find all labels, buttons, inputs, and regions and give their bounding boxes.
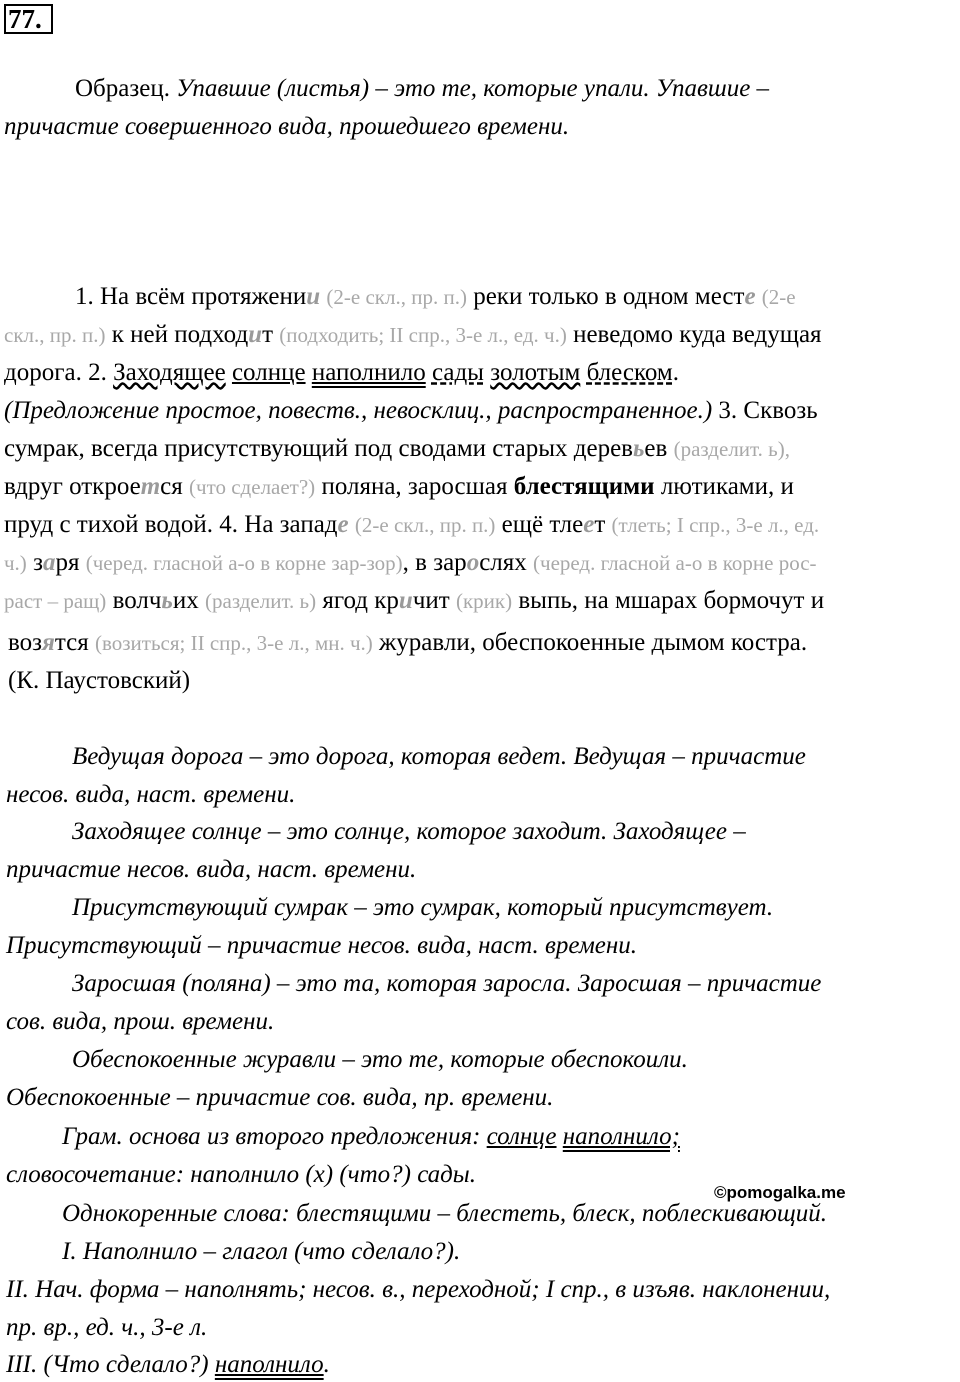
text-fragment: реки только в одном мест — [473, 283, 745, 310]
grammar-note: (разделит. ь) — [205, 589, 317, 613]
morph-line-4 — [6, 1350, 330, 1380]
grammar-basis-line — [62, 1122, 680, 1152]
morph-line-1: I. Наполнило – глагол (что сделало?). — [62, 1238, 461, 1265]
text-fragment: ягод кр — [322, 587, 399, 614]
text-fragment: ещё тле — [501, 511, 584, 538]
text-fragment: их — [172, 587, 199, 614]
text-fragment: тся — [54, 629, 89, 656]
grammar-note: (подходить; II спр., 3-е л., ед. ч.) — [279, 323, 567, 347]
text-fragment: т — [262, 321, 274, 348]
text-fragment: сумрак, всегда присутствующий под сводами старых дерев — [4, 435, 633, 462]
grammar-note: (разделит. ь), — [673, 437, 790, 461]
text-fragment: з — [33, 549, 43, 576]
analysis-line-3: Заходящее солнце – это солнце, которое заходит. Заходящее – — [72, 818, 746, 845]
analysis-line-6: Присутствующий – причастие несов. вида, наст. времени. — [6, 932, 638, 959]
grammar-note: (черед. гласной а-о в корне рос- — [533, 551, 817, 575]
sample-text-1: Упавшие (листья) – это те, которые упали. Упавшие – — [176, 75, 770, 102]
ending-highlight: ь — [632, 435, 645, 462]
ending-highlight: и — [248, 321, 263, 348]
text-line-3 — [4, 358, 679, 388]
sample-line-2: причастие совершенного вида, прошедшего времени. — [4, 113, 570, 140]
analysis-line-9: Обеспокоенные журавли – это те, которые обеспокоили. — [72, 1046, 688, 1073]
text-fragment: к ней подход — [111, 321, 249, 348]
text-fragment: лютиками, и — [660, 473, 794, 500]
ending-highlight: ь — [161, 587, 173, 614]
grammar-note: (что сделает?) — [189, 475, 316, 499]
analysis-line-1: Ведущая дорога – это дорога, которая ведет. Ведущая – причастие — [72, 743, 806, 770]
text-fragment: поляна, заросшая — [321, 473, 508, 500]
text-fragment: . — [672, 359, 679, 386]
text-fragment: . — [323, 1351, 330, 1378]
text-line-2 — [4, 320, 822, 350]
ending-highlight: е — [744, 283, 756, 310]
text-fragment: дорога. 2. — [4, 359, 107, 386]
ending-highlight: о — [466, 549, 480, 576]
text-line-7 — [4, 510, 819, 540]
text-fragment: журавли, обеспокоенные дымом костра. — [379, 629, 808, 656]
ending-highlight: т — [140, 473, 161, 500]
sample-label: Образец. — [75, 75, 170, 102]
grammar-note: (тлеть; I спр., 3-е л., ед. — [611, 513, 820, 537]
text-fragment: слях — [479, 549, 527, 576]
text-fragment: чит — [412, 587, 450, 614]
task-number: 77. — [4, 4, 53, 34]
predicate-word: наполнило — [311, 359, 426, 386]
watermark: ©pomogalka.me — [714, 1183, 846, 1202]
grammar-note: раст – ращ) — [4, 589, 107, 613]
ending-highlight: и — [398, 587, 413, 614]
text-line-5 — [4, 434, 790, 464]
phrase-line: словосочетание: наполнило (х) (что?) сады. — [6, 1161, 476, 1188]
cognates-line: Однокоренные слова: блестящими – блестеть, блеск, поблескивающий. — [62, 1200, 827, 1227]
ending-highlight: я — [42, 629, 55, 656]
morph-line-2: II. Нач. форма – наполнять; несов. в., переходной; I спр., в изъяв. наклонении, — [6, 1276, 831, 1303]
object-word: сады — [431, 359, 484, 386]
ending-highlight: е — [583, 511, 595, 538]
sample-line-1 — [75, 74, 769, 104]
grammar-note: (возиться; II спр., 3-е л., мн. ч.) — [94, 631, 373, 655]
text-fragment: , в зар — [402, 549, 467, 576]
text-fragment: ся — [160, 473, 183, 500]
predicate-word: наполнило — [214, 1351, 324, 1378]
grammar-note: скл., пр. п.) — [4, 323, 106, 347]
text-line-4 — [4, 396, 818, 426]
morph-line-3: пр. вр., ед. ч., 3-е л. — [6, 1314, 208, 1341]
attribute-word: золотым — [490, 359, 581, 386]
ending-highlight: а — [42, 549, 56, 576]
predicate-word: наполнило; — [562, 1123, 680, 1150]
bold-word: блестящими — [513, 473, 655, 500]
grammar-note: (2-е скл., пр. п.) — [326, 285, 467, 309]
text-fragment: 1. На всём протяжени — [75, 283, 307, 310]
sentence-characteristic: (Предложение простое, повеств., невосклиц., распространенное.) — [4, 397, 713, 424]
subject-word: солнце — [231, 359, 306, 386]
text-fragment: ев — [644, 435, 668, 462]
text-fragment: неведомо куда ведущая — [573, 321, 822, 348]
text-fragment: 3. Сквозь — [718, 397, 818, 424]
text-line-8 — [4, 548, 817, 578]
subject-word: солнце — [486, 1123, 557, 1150]
analysis-line-10: Обеспокоенные – причастие сов. вида, пр. времени. — [6, 1084, 554, 1111]
text-fragment: выпь, на мшарах бормочут и — [518, 587, 825, 614]
text-fragment: волч — [112, 587, 162, 614]
grammar-basis-label: Грам. основа из второго предложения: — [62, 1123, 481, 1150]
text-fragment: ря — [55, 549, 80, 576]
attribute-word: Заходящее — [113, 359, 226, 386]
analysis-line-2: несов. вида, наст. времени. — [6, 781, 296, 808]
grammar-note: ч.) — [4, 551, 27, 575]
text-fragment: воз — [8, 629, 43, 656]
object-word: блеском — [586, 359, 673, 386]
text-line-6 — [4, 472, 794, 502]
text-fragment: пруд с тихой водой. 4. На запад — [4, 511, 338, 538]
analysis-line-7: Заросшая (поляна) – это та, которая заросла. Заросшая – причастие — [72, 970, 822, 997]
grammar-note: (крик) — [455, 589, 513, 613]
analysis-line-8: сов. вида, прош. времени. — [6, 1008, 275, 1035]
morph-question: III. (Что сделало?) — [6, 1351, 209, 1378]
text-line-1 — [75, 282, 796, 312]
text-line-9 — [4, 586, 824, 616]
analysis-line-4: причастие несов. вида, наст. времени. — [6, 856, 417, 883]
text-author: (К. Паустовский) — [8, 667, 191, 694]
text-fragment: т — [594, 511, 606, 538]
ending-highlight: е — [337, 511, 349, 538]
grammar-note: (2-е скл., пр. п.) — [354, 513, 496, 537]
ending-highlight: и — [306, 283, 321, 310]
grammar-note: (2-е — [761, 285, 796, 309]
analysis-line-5: Присутствующий сумрак – это сумрак, который присутствует. — [72, 894, 774, 921]
text-line-10 — [8, 628, 807, 658]
text-fragment: вдруг открое — [4, 473, 141, 500]
grammar-note: (черед. гласной а-о в корне зар-зор) — [85, 551, 403, 575]
